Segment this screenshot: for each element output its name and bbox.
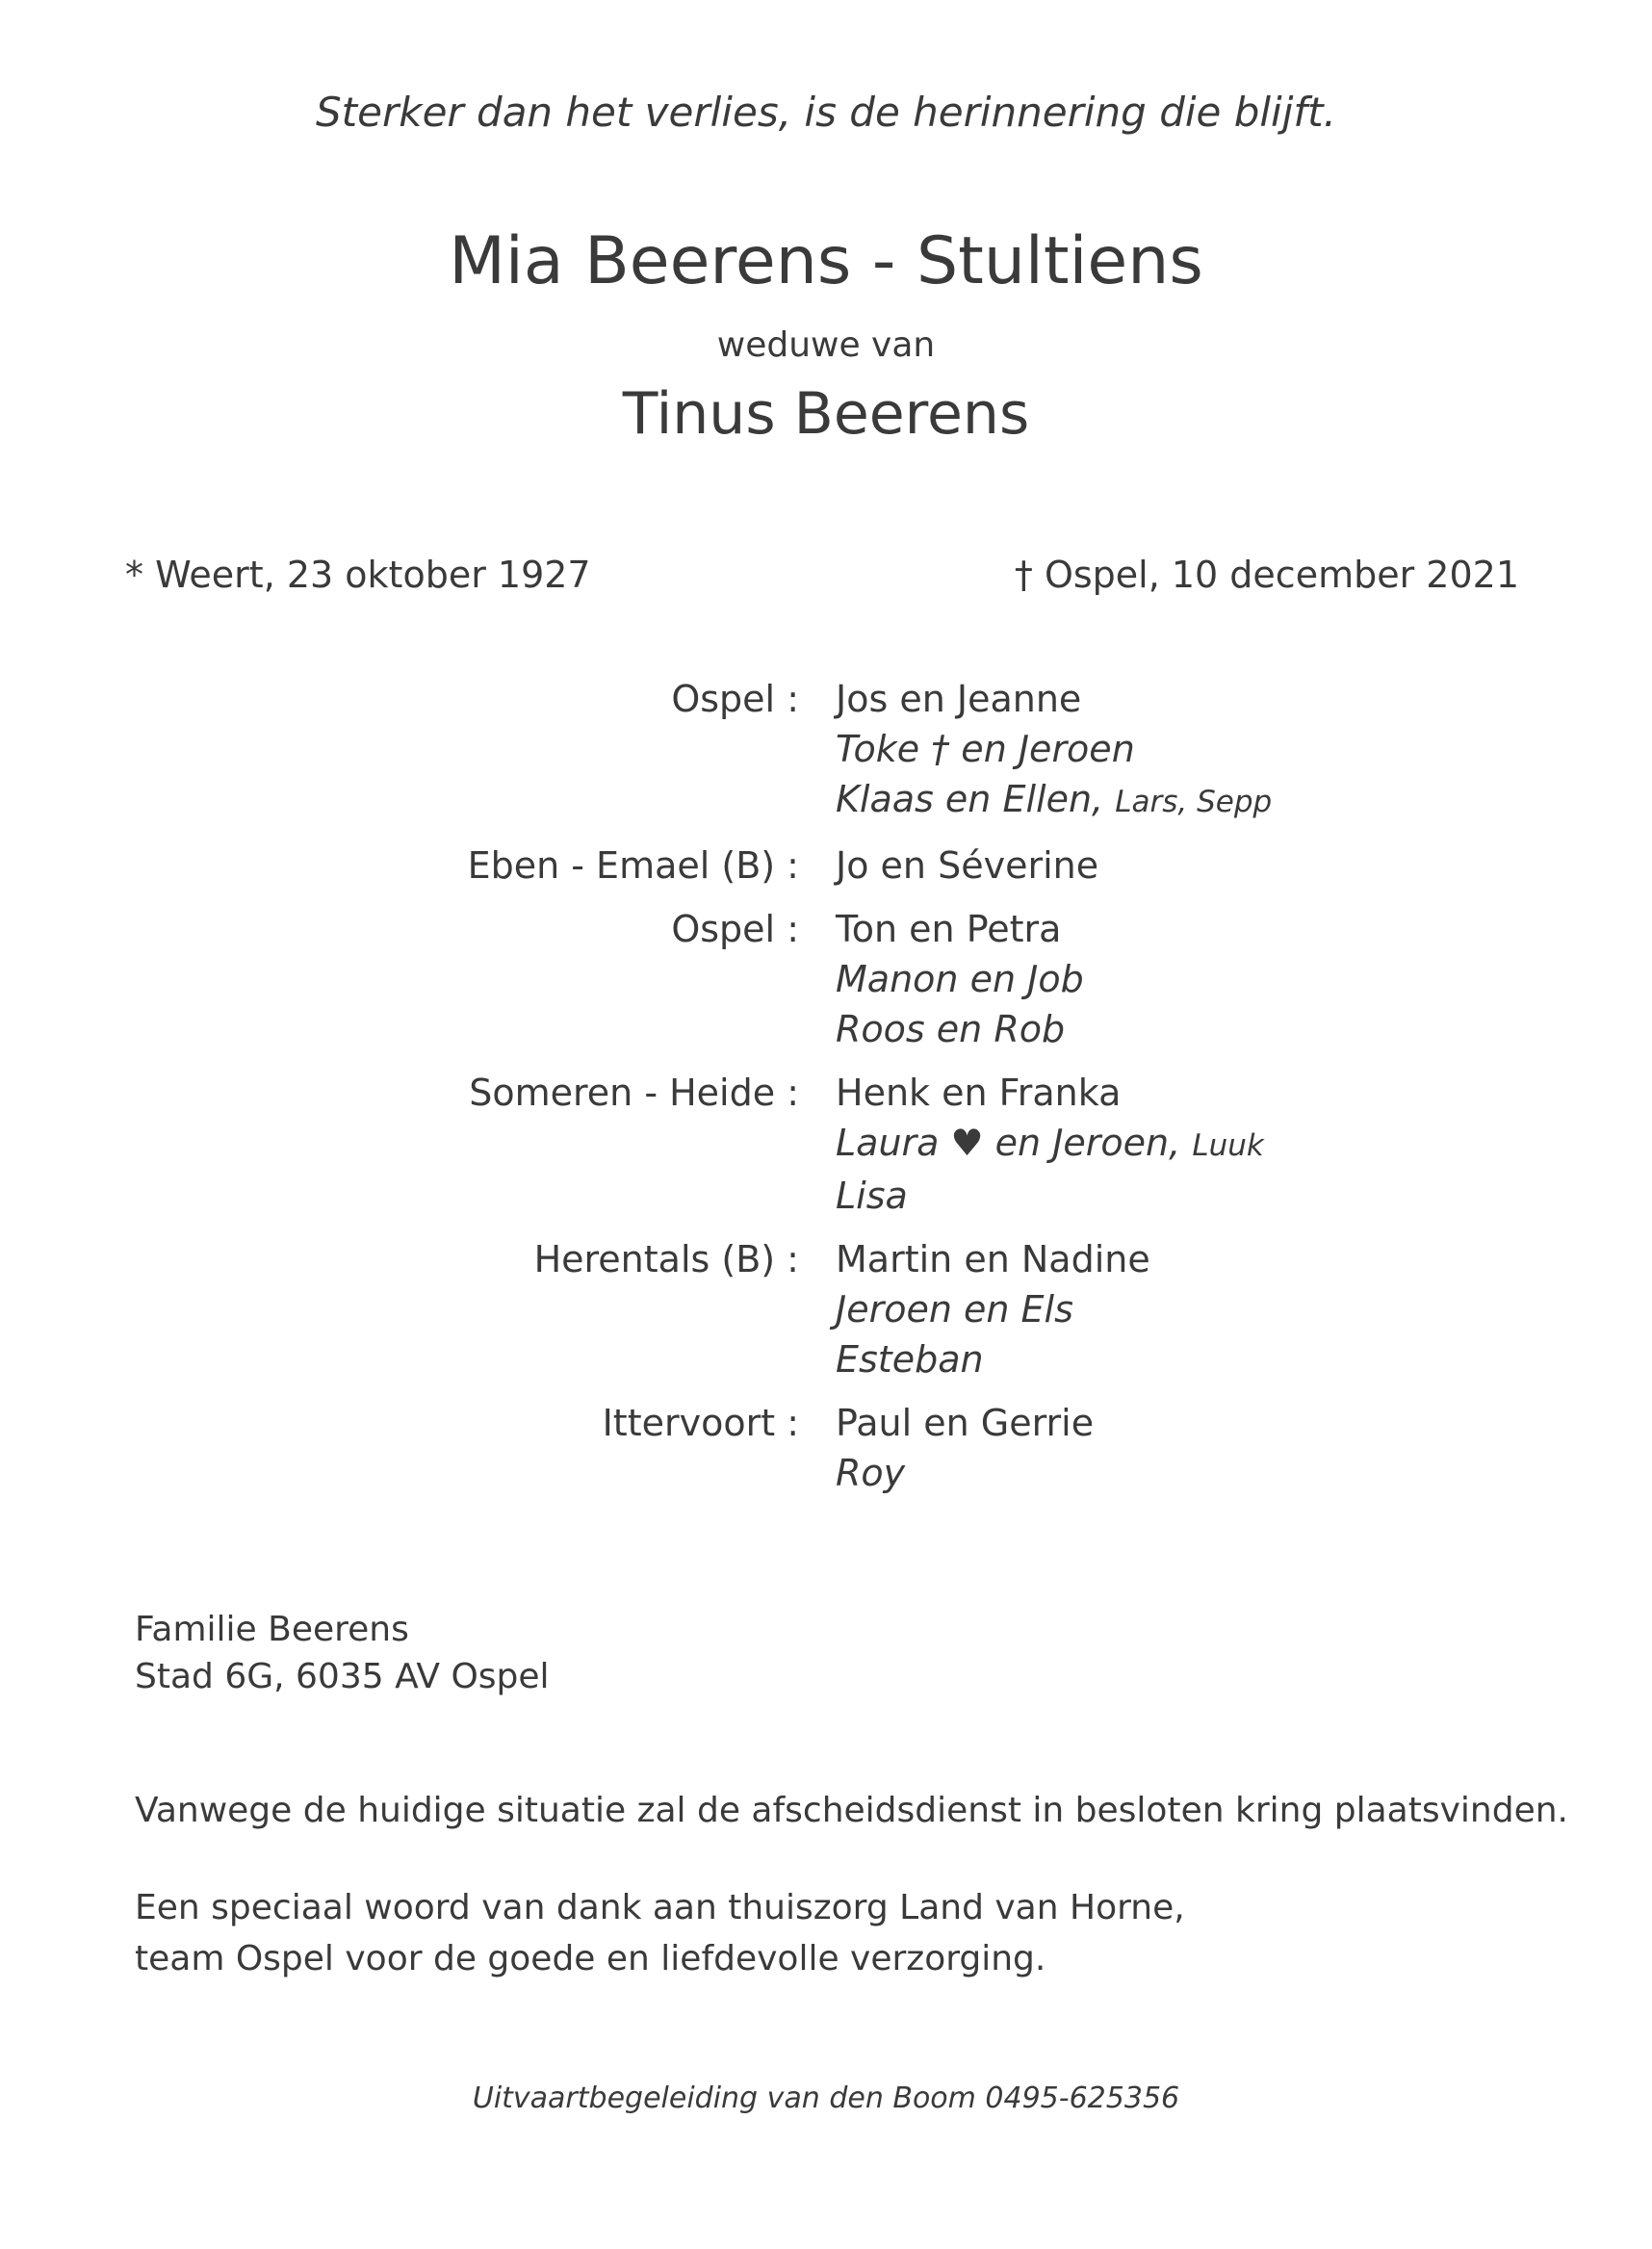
thanks-line: team Ospel voor de goede en liefdevolle verzorging. bbox=[135, 1939, 1046, 1978]
contact-address: Stad 6G, 6035 AV Ospel bbox=[135, 1657, 550, 1696]
family-members bbox=[836, 1068, 1264, 1221]
family-group bbox=[0, 1068, 1652, 1221]
family-members bbox=[836, 840, 1098, 891]
family-group bbox=[0, 1234, 1652, 1384]
family-place: Ospel : bbox=[671, 678, 799, 720]
family-member-line bbox=[836, 1171, 1264, 1221]
family-member-line bbox=[836, 840, 1098, 891]
family-member-names: Klaas en Ellen, bbox=[836, 778, 1104, 820]
family-place: Eben - Emael (B) : bbox=[467, 844, 799, 887]
birth-info: * Weert, 23 oktober 1927 bbox=[125, 554, 591, 596]
family-place: Ospel : bbox=[671, 908, 799, 950]
death-info: † Ospel, 10 december 2021 bbox=[1014, 554, 1519, 596]
contact-block bbox=[135, 1606, 550, 1700]
family-member-names: Roy bbox=[836, 1452, 906, 1494]
family-member-names: Jeroen en Els bbox=[836, 1288, 1073, 1331]
family-place: Ittervoort : bbox=[602, 1402, 799, 1444]
family-member-names: Paul en Gerrie bbox=[836, 1402, 1095, 1444]
relation-label: weduwe van bbox=[716, 325, 936, 365]
thanks-line: Een speciaal woord van dank aan thuiszorg Land van Horne, bbox=[135, 1888, 1185, 1927]
family-member-line bbox=[836, 954, 1084, 1004]
family-member-line bbox=[836, 1284, 1150, 1334]
family-member-line bbox=[836, 774, 1272, 827]
family-member-names: Ton en Petra bbox=[836, 908, 1062, 950]
family-members bbox=[836, 904, 1084, 1054]
family-member-line bbox=[836, 674, 1272, 724]
family-member-line bbox=[836, 1004, 1084, 1054]
family-members bbox=[836, 1234, 1150, 1384]
family-member-names: Laura ♥ en Jeroen, bbox=[836, 1122, 1181, 1164]
family-group bbox=[0, 1398, 1652, 1498]
family-member-names: Esteban bbox=[836, 1338, 984, 1381]
family-group bbox=[0, 904, 1652, 1054]
family-member-names: Roos en Rob bbox=[836, 1008, 1066, 1050]
family-member-names: Manon en Job bbox=[836, 958, 1084, 1000]
contact-name: Familie Beerens bbox=[135, 1610, 409, 1649]
family-place: Someren - Heide : bbox=[469, 1072, 799, 1114]
service-notice: Vanwege de huidige situatie zal de afscheidsdienst in besloten kring plaatsvinden. bbox=[135, 1791, 1568, 1830]
family-member-names: Jo en Séverine bbox=[836, 844, 1099, 887]
family-list bbox=[0, 674, 1652, 1512]
family-member-names: Henk en Franka bbox=[836, 1072, 1122, 1114]
family-group bbox=[0, 840, 1652, 891]
family-member-line bbox=[836, 1448, 1094, 1498]
family-member-names: Toke † en Jeroen bbox=[836, 728, 1135, 770]
family-member-line bbox=[836, 904, 1084, 954]
family-member-names: Lisa bbox=[836, 1175, 908, 1217]
family-place: Herentals (B) : bbox=[533, 1238, 799, 1280]
family-group bbox=[0, 674, 1652, 827]
thanks-notice bbox=[135, 1882, 1185, 1984]
family-members bbox=[836, 1398, 1094, 1498]
family-member-line bbox=[836, 1118, 1264, 1171]
family-member-names: Martin en Nadine bbox=[836, 1238, 1150, 1280]
family-member-children: Lars, Sepp bbox=[1115, 785, 1273, 819]
family-member-line bbox=[836, 1234, 1150, 1284]
funeral-director: Uitvaartbegeleiding van den Boom 0495-625356 bbox=[472, 2081, 1180, 2115]
family-members bbox=[836, 674, 1272, 827]
deceased-name: Mia Beerens - Stultiens bbox=[449, 223, 1203, 299]
spouse-name: Tinus Beerens bbox=[622, 380, 1030, 448]
family-member-line bbox=[836, 1398, 1094, 1448]
family-member-line bbox=[836, 1068, 1264, 1118]
family-member-names: Jos en Jeanne bbox=[836, 678, 1082, 720]
motto: Sterker dan het verlies, is de herinnering die blijft. bbox=[316, 89, 1336, 136]
family-member-children: Luuk bbox=[1192, 1128, 1264, 1163]
family-member-line bbox=[836, 1334, 1150, 1384]
family-member-line bbox=[836, 724, 1272, 774]
